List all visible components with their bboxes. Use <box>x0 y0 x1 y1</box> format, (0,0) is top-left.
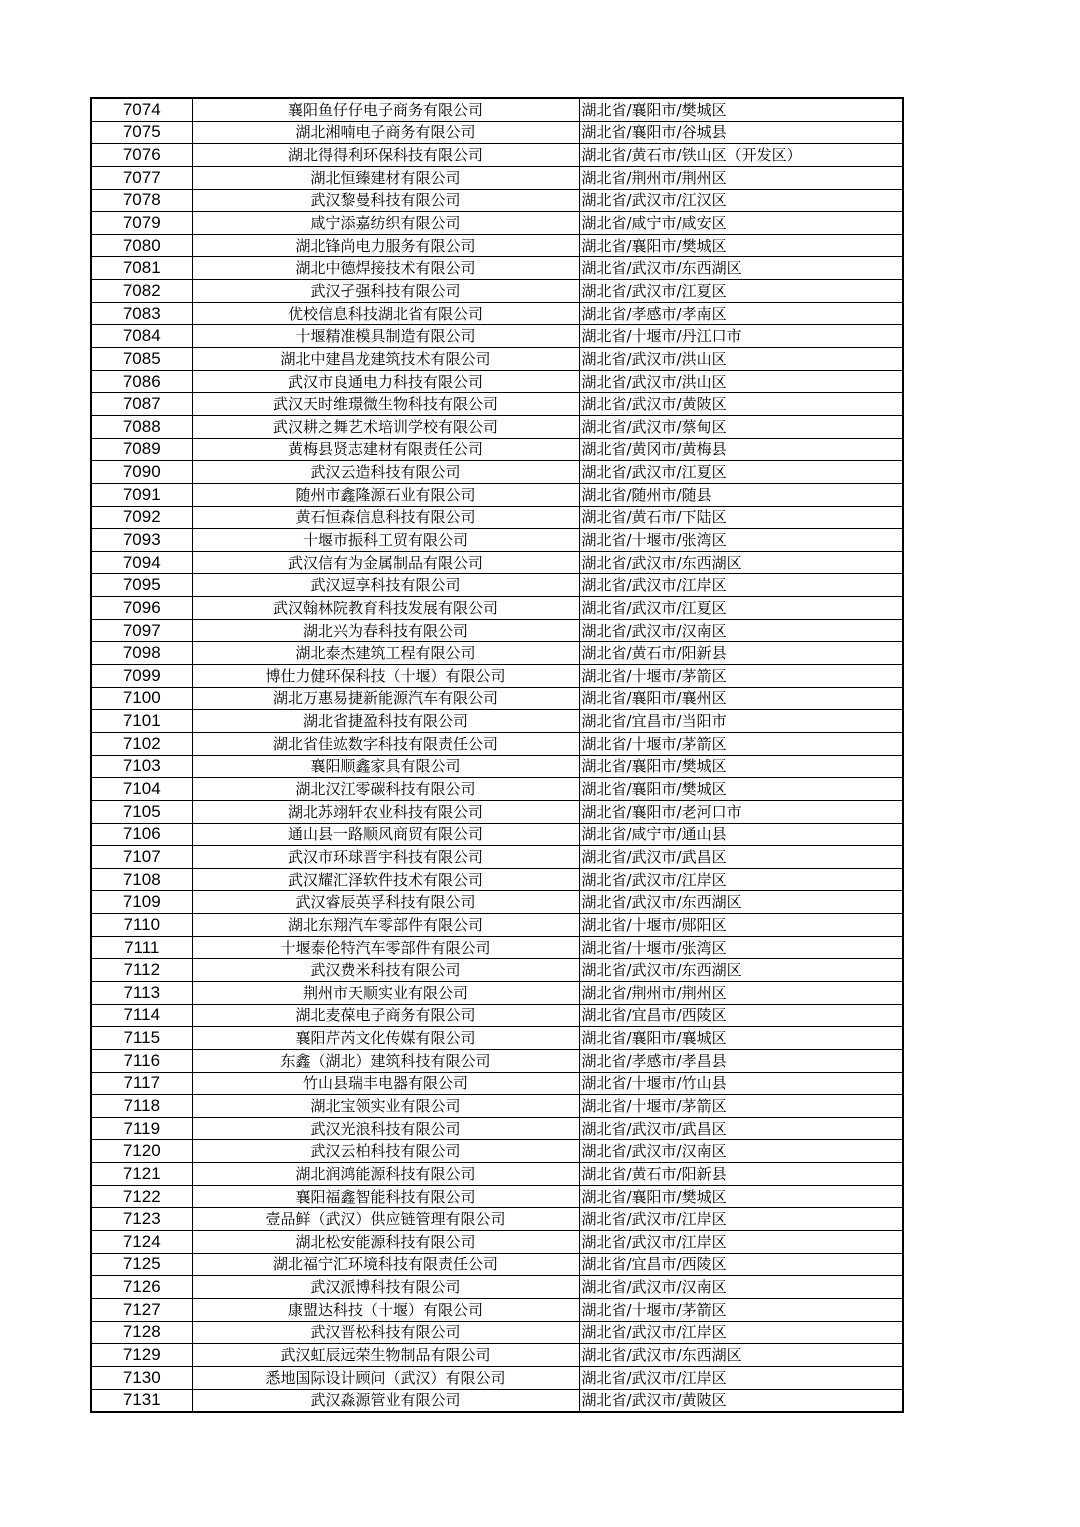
region-cell: 湖北省/襄阳市/樊城区 <box>579 778 903 801</box>
row-number-cell: 7122 <box>91 1185 192 1208</box>
row-number-cell: 7111 <box>91 936 192 959</box>
table-row <box>91 280 903 303</box>
table-row <box>91 959 903 982</box>
row-number-cell: 7131 <box>91 1389 192 1412</box>
region-cell: 湖北省/黄石市/阳新县 <box>579 642 903 665</box>
company-name-cell: 武汉睿辰英孚科技有限公司 <box>192 891 579 914</box>
table-row <box>91 868 903 891</box>
row-number-cell: 7076 <box>91 144 192 167</box>
table-row <box>91 483 903 506</box>
table-row <box>91 121 903 144</box>
company-name-cell: 武汉云柏科技有限公司 <box>192 1140 579 1163</box>
table-row <box>91 166 903 189</box>
company-name-cell: 湖北宝领实业有限公司 <box>192 1095 579 1118</box>
region-cell: 湖北省/武汉市/蔡甸区 <box>579 415 903 438</box>
company-table-body <box>91 98 903 1412</box>
company-name-cell: 湖北兴为春科技有限公司 <box>192 619 579 642</box>
company-name-cell: 博仕力健环保科技（十堰）有限公司 <box>192 665 579 688</box>
row-number-cell: 7109 <box>91 891 192 914</box>
row-number-cell: 7103 <box>91 755 192 778</box>
table-row <box>91 1140 903 1163</box>
row-number-cell: 7081 <box>91 257 192 280</box>
table-row <box>91 597 903 620</box>
table-row <box>91 619 903 642</box>
region-cell: 湖北省/十堰市/张湾区 <box>579 529 903 552</box>
region-cell: 湖北省/咸宁市/咸安区 <box>579 212 903 235</box>
region-cell: 湖北省/襄阳市/樊城区 <box>579 98 903 121</box>
company-table <box>90 97 904 1413</box>
table-row <box>91 1095 903 1118</box>
row-number-cell: 7078 <box>91 189 192 212</box>
row-number-cell: 7107 <box>91 846 192 869</box>
region-cell: 湖北省/武汉市/江夏区 <box>579 461 903 484</box>
table-row <box>91 257 903 280</box>
company-name-cell: 武汉耀汇泽软件技术有限公司 <box>192 868 579 891</box>
row-number-cell: 7115 <box>91 1027 192 1050</box>
table-row <box>91 529 903 552</box>
region-cell: 湖北省/武汉市/江岸区 <box>579 1321 903 1344</box>
region-cell: 湖北省/武汉市/黄陂区 <box>579 1389 903 1412</box>
company-name-cell: 武汉逗享科技有限公司 <box>192 574 579 597</box>
row-number-cell: 7123 <box>91 1208 192 1231</box>
table-row <box>91 1366 903 1389</box>
company-name-cell: 咸宁添嘉纺织有限公司 <box>192 212 579 235</box>
table-row <box>91 506 903 529</box>
region-cell: 湖北省/十堰市/张湾区 <box>579 936 903 959</box>
table-row <box>91 914 903 937</box>
region-cell: 湖北省/武汉市/江岸区 <box>579 1208 903 1231</box>
table-row <box>91 98 903 121</box>
table-row <box>91 642 903 665</box>
table-row <box>91 234 903 257</box>
region-cell: 湖北省/十堰市/茅箭区 <box>579 1298 903 1321</box>
company-name-cell: 湖北中建昌龙建筑技术有限公司 <box>192 348 579 371</box>
table-row <box>91 936 903 959</box>
region-cell: 湖北省/襄阳市/樊城区 <box>579 755 903 778</box>
region-cell: 湖北省/武汉市/江岸区 <box>579 1231 903 1254</box>
table-row <box>91 891 903 914</box>
region-cell: 湖北省/宜昌市/西陵区 <box>579 1004 903 1027</box>
region-cell: 湖北省/襄阳市/襄城区 <box>579 1027 903 1050</box>
table-row <box>91 144 903 167</box>
company-name-cell: 湖北中德焊接技术有限公司 <box>192 257 579 280</box>
row-number-cell: 7082 <box>91 280 192 303</box>
table-row <box>91 551 903 574</box>
company-name-cell: 十堰市振科工贸有限公司 <box>192 529 579 552</box>
company-name-cell: 湖北省佳竑数字科技有限责任公司 <box>192 732 579 755</box>
row-number-cell: 7074 <box>91 98 192 121</box>
row-number-cell: 7100 <box>91 687 192 710</box>
region-cell: 湖北省/十堰市/茅箭区 <box>579 665 903 688</box>
row-number-cell: 7126 <box>91 1276 192 1299</box>
company-name-cell: 湖北恒臻建材有限公司 <box>192 166 579 189</box>
company-name-cell: 武汉孑强科技有限公司 <box>192 280 579 303</box>
company-name-cell: 随州市鑫隆源石业有限公司 <box>192 483 579 506</box>
region-cell: 湖北省/武汉市/江汉区 <box>579 189 903 212</box>
company-name-cell: 荆州市天顺实业有限公司 <box>192 981 579 1004</box>
region-cell: 湖北省/武汉市/东西湖区 <box>579 891 903 914</box>
row-number-cell: 7097 <box>91 619 192 642</box>
table-row <box>91 755 903 778</box>
table-row <box>91 665 903 688</box>
row-number-cell: 7105 <box>91 800 192 823</box>
company-name-cell: 武汉信有为金属制品有限公司 <box>192 551 579 574</box>
table-row <box>91 1298 903 1321</box>
region-cell: 湖北省/宜昌市/当阳市 <box>579 710 903 733</box>
table-row <box>91 1049 903 1072</box>
company-name-cell: 武汉天时维璟微生物科技有限公司 <box>192 393 579 416</box>
company-name-cell: 悉地国际设计顾问（武汉）有限公司 <box>192 1366 579 1389</box>
table-row <box>91 1004 903 1027</box>
region-cell: 湖北省/武汉市/江岸区 <box>579 1366 903 1389</box>
company-name-cell: 壹品鲜（武汉）供应链管理有限公司 <box>192 1208 579 1231</box>
company-name-cell: 武汉市环球晋宇科技有限公司 <box>192 846 579 869</box>
row-number-cell: 7090 <box>91 461 192 484</box>
region-cell: 湖北省/武汉市/东西湖区 <box>579 257 903 280</box>
region-cell: 湖北省/十堰市/丹江口市 <box>579 325 903 348</box>
company-name-cell: 竹山县瑞丰电器有限公司 <box>192 1072 579 1095</box>
row-number-cell: 7120 <box>91 1140 192 1163</box>
company-name-cell: 湖北湘喃电子商务有限公司 <box>192 121 579 144</box>
row-number-cell: 7096 <box>91 597 192 620</box>
row-number-cell: 7127 <box>91 1298 192 1321</box>
region-cell: 湖北省/宜昌市/西陵区 <box>579 1253 903 1276</box>
row-number-cell: 7118 <box>91 1095 192 1118</box>
region-cell: 湖北省/孝感市/孝昌县 <box>579 1049 903 1072</box>
region-cell: 湖北省/武汉市/汉南区 <box>579 1276 903 1299</box>
row-number-cell: 7079 <box>91 212 192 235</box>
row-number-cell: 7108 <box>91 868 192 891</box>
row-number-cell: 7113 <box>91 981 192 1004</box>
company-name-cell: 武汉虹辰远荣生物制品有限公司 <box>192 1344 579 1367</box>
table-row <box>91 1344 903 1367</box>
company-name-cell: 武汉市良通电力科技有限公司 <box>192 370 579 393</box>
region-cell: 湖北省/咸宁市/通山县 <box>579 823 903 846</box>
row-number-cell: 7077 <box>91 166 192 189</box>
table-row <box>91 461 903 484</box>
row-number-cell: 7093 <box>91 529 192 552</box>
region-cell: 湖北省/襄阳市/樊城区 <box>579 234 903 257</box>
company-name-cell: 通山县一路顺风商贸有限公司 <box>192 823 579 846</box>
row-number-cell: 7088 <box>91 415 192 438</box>
region-cell: 湖北省/武汉市/江岸区 <box>579 574 903 597</box>
row-number-cell: 7125 <box>91 1253 192 1276</box>
row-number-cell: 7119 <box>91 1117 192 1140</box>
table-row <box>91 302 903 325</box>
region-cell: 湖北省/黄石市/铁山区（开发区） <box>579 144 903 167</box>
table-row <box>91 1117 903 1140</box>
table-row <box>91 438 903 461</box>
row-number-cell: 7110 <box>91 914 192 937</box>
company-name-cell: 康盟达科技（十堰）有限公司 <box>192 1298 579 1321</box>
region-cell: 湖北省/襄阳市/樊城区 <box>579 1185 903 1208</box>
region-cell: 湖北省/襄阳市/老河口市 <box>579 800 903 823</box>
table-row <box>91 212 903 235</box>
company-name-cell: 襄阳鱼仔仔电子商务有限公司 <box>192 98 579 121</box>
row-number-cell: 7106 <box>91 823 192 846</box>
region-cell: 湖北省/武汉市/汉南区 <box>579 619 903 642</box>
region-cell: 湖北省/武汉市/江夏区 <box>579 597 903 620</box>
region-cell: 湖北省/黄石市/下陆区 <box>579 506 903 529</box>
company-name-cell: 黄石恒森信息科技有限公司 <box>192 506 579 529</box>
table-row <box>91 1321 903 1344</box>
region-cell: 湖北省/武汉市/东西湖区 <box>579 1344 903 1367</box>
region-cell: 湖北省/武汉市/武昌区 <box>579 846 903 869</box>
table-row <box>91 1231 903 1254</box>
table-row <box>91 710 903 733</box>
region-cell: 湖北省/武汉市/黄陂区 <box>579 393 903 416</box>
table-row <box>91 370 903 393</box>
table-row <box>91 1163 903 1186</box>
table-row <box>91 574 903 597</box>
row-number-cell: 7098 <box>91 642 192 665</box>
company-name-cell: 湖北得得利环保科技有限公司 <box>192 144 579 167</box>
region-cell: 湖北省/武汉市/洪山区 <box>579 370 903 393</box>
region-cell: 湖北省/襄阳市/谷城县 <box>579 121 903 144</box>
row-number-cell: 7085 <box>91 348 192 371</box>
region-cell: 湖北省/十堰市/茅箭区 <box>579 1095 903 1118</box>
table-row <box>91 732 903 755</box>
company-name-cell: 湖北泰杰建筑工程有限公司 <box>192 642 579 665</box>
company-name-cell: 武汉云造科技有限公司 <box>192 461 579 484</box>
table-row <box>91 823 903 846</box>
row-number-cell: 7112 <box>91 959 192 982</box>
company-name-cell: 武汉晋松科技有限公司 <box>192 1321 579 1344</box>
row-number-cell: 7083 <box>91 302 192 325</box>
company-name-cell: 东鑫（湖北）建筑科技有限公司 <box>192 1049 579 1072</box>
company-name-cell: 湖北苏翊轩农业科技有限公司 <box>192 800 579 823</box>
region-cell: 湖北省/随州市/随县 <box>579 483 903 506</box>
table-row <box>91 348 903 371</box>
row-number-cell: 7124 <box>91 1231 192 1254</box>
table-row <box>91 393 903 416</box>
company-name-cell: 襄阳福鑫智能科技有限公司 <box>192 1185 579 1208</box>
company-name-cell: 武汉翰林院教育科技发展有限公司 <box>192 597 579 620</box>
row-number-cell: 7104 <box>91 778 192 801</box>
row-number-cell: 7087 <box>91 393 192 416</box>
row-number-cell: 7101 <box>91 710 192 733</box>
region-cell: 湖北省/襄阳市/襄州区 <box>579 687 903 710</box>
company-name-cell: 湖北福宁汇环境科技有限责任公司 <box>192 1253 579 1276</box>
region-cell: 湖北省/武汉市/江夏区 <box>579 280 903 303</box>
row-number-cell: 7091 <box>91 483 192 506</box>
row-number-cell: 7117 <box>91 1072 192 1095</box>
table-row <box>91 1253 903 1276</box>
company-name-cell: 武汉费米科技有限公司 <box>192 959 579 982</box>
table-row <box>91 1276 903 1299</box>
company-name-cell: 武汉耕之舞艺术培训学校有限公司 <box>192 415 579 438</box>
row-number-cell: 7102 <box>91 732 192 755</box>
region-cell: 湖北省/十堰市/郧阳区 <box>579 914 903 937</box>
row-number-cell: 7129 <box>91 1344 192 1367</box>
row-number-cell: 7121 <box>91 1163 192 1186</box>
company-name-cell: 襄阳芹芮文化传媒有限公司 <box>192 1027 579 1050</box>
region-cell: 湖北省/武汉市/江岸区 <box>579 868 903 891</box>
table-row <box>91 325 903 348</box>
region-cell: 湖北省/武汉市/洪山区 <box>579 348 903 371</box>
region-cell: 湖北省/黄石市/阳新县 <box>579 1163 903 1186</box>
row-number-cell: 7080 <box>91 234 192 257</box>
row-number-cell: 7095 <box>91 574 192 597</box>
table-row <box>91 189 903 212</box>
row-number-cell: 7075 <box>91 121 192 144</box>
row-number-cell: 7092 <box>91 506 192 529</box>
company-name-cell: 湖北万惠易捷新能源汽车有限公司 <box>192 687 579 710</box>
region-cell: 湖北省/十堰市/竹山县 <box>579 1072 903 1095</box>
row-number-cell: 7086 <box>91 370 192 393</box>
region-cell: 湖北省/武汉市/武昌区 <box>579 1117 903 1140</box>
company-name-cell: 湖北汉江零碳科技有限公司 <box>192 778 579 801</box>
table-row <box>91 687 903 710</box>
region-cell: 湖北省/武汉市/东西湖区 <box>579 551 903 574</box>
row-number-cell: 7114 <box>91 1004 192 1027</box>
row-number-cell: 7084 <box>91 325 192 348</box>
table-row <box>91 800 903 823</box>
table-row <box>91 415 903 438</box>
table-row <box>91 1072 903 1095</box>
region-cell: 湖北省/武汉市/汉南区 <box>579 1140 903 1163</box>
company-name-cell: 十堰精准模具制造有限公司 <box>192 325 579 348</box>
company-name-cell: 黄梅县贤志建材有限责任公司 <box>192 438 579 461</box>
row-number-cell: 7089 <box>91 438 192 461</box>
row-number-cell: 7128 <box>91 1321 192 1344</box>
company-name-cell: 湖北省捷盈科技有限公司 <box>192 710 579 733</box>
region-cell: 湖北省/黄冈市/黄梅县 <box>579 438 903 461</box>
company-name-cell: 优校信息科技湖北省有限公司 <box>192 302 579 325</box>
row-number-cell: 7099 <box>91 665 192 688</box>
table-row <box>91 1389 903 1412</box>
row-number-cell: 7094 <box>91 551 192 574</box>
region-cell: 湖北省/荆州市/荆州区 <box>579 981 903 1004</box>
table-row <box>91 778 903 801</box>
table-row <box>91 846 903 869</box>
company-name-cell: 襄阳顺鑫家具有限公司 <box>192 755 579 778</box>
company-name-cell: 湖北松安能源科技有限公司 <box>192 1231 579 1254</box>
company-name-cell: 湖北东翔汽车零部件有限公司 <box>192 914 579 937</box>
region-cell: 湖北省/武汉市/东西湖区 <box>579 959 903 982</box>
region-cell: 湖北省/孝感市/孝南区 <box>579 302 903 325</box>
table-row <box>91 981 903 1004</box>
company-name-cell: 湖北麦葆电子商务有限公司 <box>192 1004 579 1027</box>
company-name-cell: 武汉光浪科技有限公司 <box>192 1117 579 1140</box>
table-row <box>91 1027 903 1050</box>
company-name-cell: 武汉淼源管业有限公司 <box>192 1389 579 1412</box>
company-name-cell: 武汉派博科技有限公司 <box>192 1276 579 1299</box>
table-row <box>91 1208 903 1231</box>
company-name-cell: 十堰泰伦特汽车零部件有限公司 <box>192 936 579 959</box>
company-name-cell: 武汉黎曼科技有限公司 <box>192 189 579 212</box>
region-cell: 湖北省/十堰市/茅箭区 <box>579 732 903 755</box>
region-cell: 湖北省/荆州市/荆州区 <box>579 166 903 189</box>
table-row <box>91 1185 903 1208</box>
company-name-cell: 湖北锋尚电力服务有限公司 <box>192 234 579 257</box>
row-number-cell: 7116 <box>91 1049 192 1072</box>
company-name-cell: 湖北润鸿能源科技有限公司 <box>192 1163 579 1186</box>
row-number-cell: 7130 <box>91 1366 192 1389</box>
